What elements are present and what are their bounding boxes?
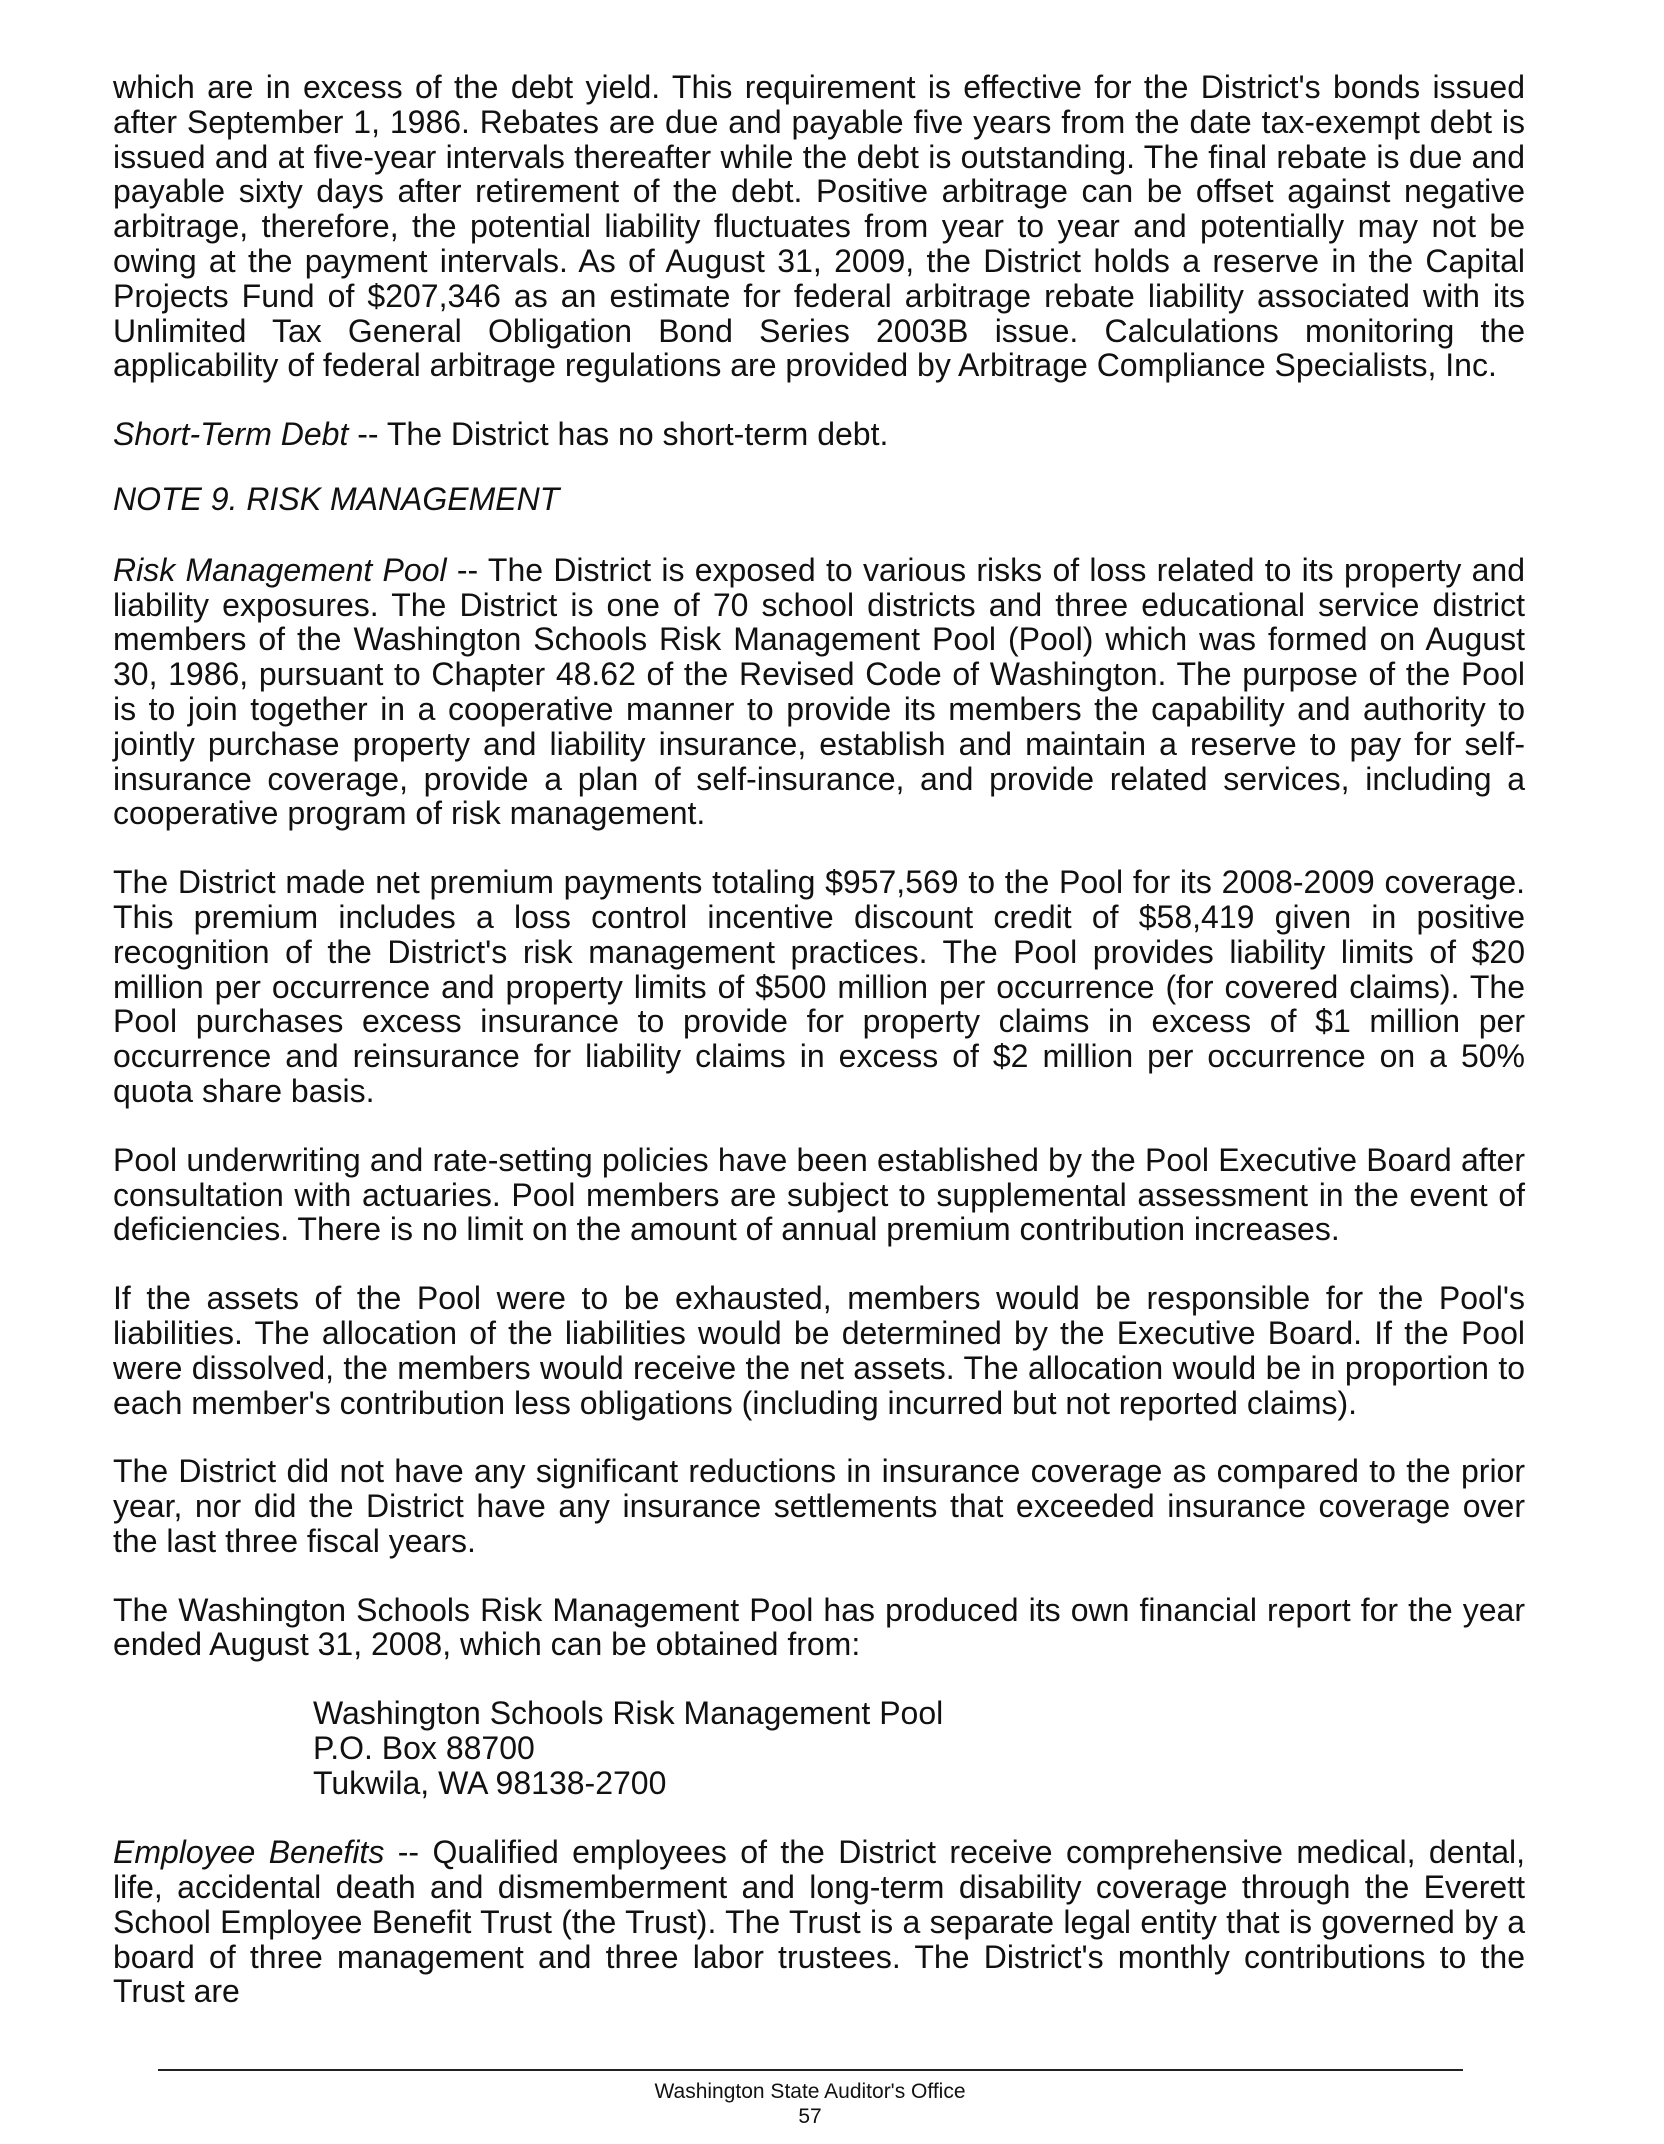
short-term-debt-lead: Short-Term Debt <box>113 416 349 453</box>
coverage-reductions-paragraph: The District did not have any significant reductions in insurance coverage as compared to the prior year, nor did the District have any insurance settlements that exceeded insurance coverage over the last three fiscal years. <box>113 1453 1525 1559</box>
underwriting-paragraph: Pool underwriting and rate-setting policies have been established by the Pool Executive Board after consultation with actuaries. Pool members are subject to supplemental assessment in the event of deficiencies. There is no limit on the amount of annual premium contribution increases. <box>113 1141 1525 1248</box>
premium-paragraph: The District made net premium payments totaling $957,569 to the Pool for its 2008-2009 coverage. This premium includes a loss control incentive discount credit of $58,419 given in positive recognition of the District's risk management practices. The Pool provides liability limits of $20 million per occurrence and property limits of $500 million per occurrence (for covered claims). The Pool purchases excess insurance to provide for property claims in excess of $1 million per occurrence and reinsurance for liability claims in excess of $2 million per occurrence on a 50% quota share basis. <box>113 864 1525 1109</box>
address-line-po-box: P.O. Box 88700 <box>313 1730 535 1767</box>
pool-mailing-address <box>313 1696 1525 1801</box>
page-body <box>113 70 1525 2009</box>
employee-benefits-paragraph <box>113 1835 1525 2009</box>
risk-pool-text: -- The District is exposed to various risks of loss related to its property and liability exposures. The District is one of 70 school districts and three educational service district members of the Washington Schools Risk Management Pool (Pool) which was formed on August 30, 1986, pursuant to Chapter 48.62 of the Revised Code of Washington. The purpose of the Pool is to join together in a cooperative manner to provide its members the capability and authority to jointly purchase property and liability insurance, establish and maintain a reserve to pay for self-insurance coverage, provide a plan of self-insurance, and provide related services, including a cooperative program of risk management. <box>113 551 1526 832</box>
address-line-name: Washington Schools Risk Management Pool <box>313 1695 944 1732</box>
note-9-heading: NOTE 9. RISK MANAGEMENT <box>113 480 560 517</box>
employee-benefits-lead: Employee Benefits <box>113 1834 385 1871</box>
risk-pool-paragraph <box>113 553 1525 831</box>
address-line-city: Tukwila, WA 98138-2700 <box>313 1765 667 1802</box>
pool-assets-paragraph: If the assets of the Pool were to be exhausted, members would be responsible for the Pool's liabilities. The allocation of the liabilities would be determined by the Executive Board. If the Pool were dissolved, the members would receive the net assets. The allocation would be in proportion to each member's contribution less obligations (including incurred but not reported claims). <box>113 1280 1525 1421</box>
arbitrage-paragraph: which are in excess of the debt yield. This requirement is effective for the District's bonds issued after September 1, 1986. Rebates are due and payable five years from the date tax-exempt debt is issued and at five-year intervals thereafter while the debt is outstanding. The final rebate is due and payable sixty days after retirement of the debt. Positive arbitrage can be offset against negative arbitrage, therefore, the potential liability fluctuates from year to year and potentially may not be owing at the payment intervals. As of August 31, 2009, the District holds a reserve in the Capital Projects Fund of $207,346 as an estimate for federal arbitrage rebate liability associated with its Unlimited Tax General Obligation Bond Series 2003B issue. Calculations monitoring the applicability of federal arbitrage regulations are provided by Arbitrage Compliance Specialists, Inc. <box>113 69 1525 384</box>
risk-pool-lead: Risk Management Pool <box>113 551 447 588</box>
short-term-debt-paragraph <box>113 417 1525 452</box>
footer-office-name: Washington State Auditor's Office <box>654 2080 966 2103</box>
short-term-debt-text: -- The District has no short-term debt. <box>348 416 889 453</box>
footer-divider <box>158 2069 1463 2071</box>
financial-report-paragraph: The Washington Schools Risk Management Pool has produced its own financial report for the year ended August 31, 2008, which can be obtained from: <box>113 1591 1525 1663</box>
page-number: 57 <box>798 2105 822 2128</box>
employee-benefits-text: -- Qualified employees of the District receive comprehensive medical, dental, life, accidental death and dismemberment and long-term disability coverage through the Everett School Employee Benefit Trust (the Trust). The Trust is a separate legal entity that is governed by a board of three management and three labor trustees. The District's monthly contributions to the Trust are <box>113 1834 1526 2010</box>
page-footer <box>0 2079 1620 2129</box>
